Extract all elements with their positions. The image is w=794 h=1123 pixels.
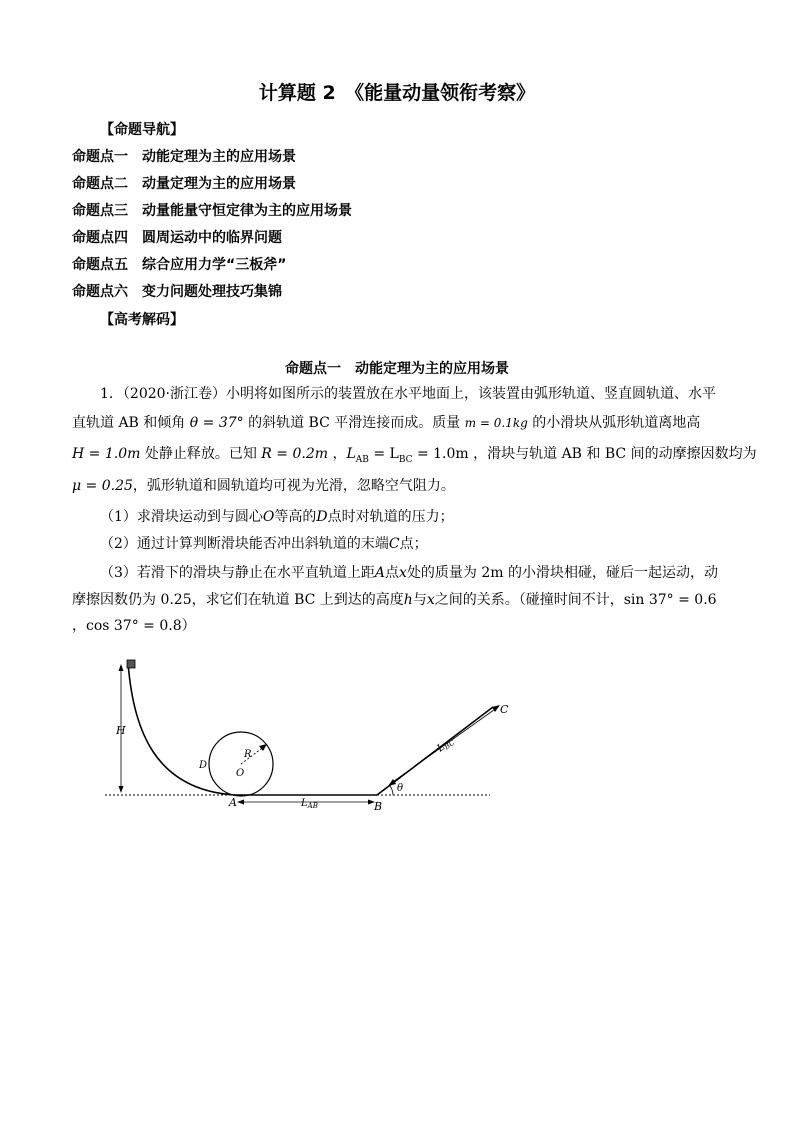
nav-item	[72, 227, 282, 247]
label-b: B	[374, 800, 383, 813]
arrow-left-icon	[237, 800, 244, 805]
var-a: A	[374, 565, 386, 581]
length-value: ，$L_{AB} = L_{BC} = 1.0m$	[332, 446, 469, 465]
question-text: （1）求滑块运动到与圆心	[100, 509, 263, 525]
question-text: 与	[412, 592, 427, 608]
nav-item	[72, 200, 352, 220]
nav-item-text: 圆周运动中的临界问题	[142, 230, 282, 246]
question-text: 点时对轨道的压力；	[327, 509, 454, 525]
height-value: H = 1.0m	[72, 446, 141, 462]
question-text: ，	[72, 618, 86, 634]
label-a: A	[229, 796, 237, 809]
label-d: D	[199, 760, 208, 771]
length-subscript: AB	[355, 454, 369, 465]
length-number: = 1.0m	[412, 446, 469, 462]
question-text: ）	[181, 618, 196, 634]
nav-item	[72, 173, 296, 193]
question-text: 处的质量为 2m 的小滑块相碰，碰后一起运动，动	[406, 565, 719, 581]
mu-value: μ = 0.25	[72, 478, 133, 494]
problem-line	[100, 384, 716, 404]
nav-item-text: 动能定理为主的应用场景	[142, 149, 296, 165]
question-text: （3）若滑下的滑块与静止在水平直轨道上距	[100, 565, 375, 581]
label-c: C	[500, 703, 509, 716]
theta-arc	[390, 786, 393, 795]
nav-item-text: 变力问题处理技巧集锦	[142, 284, 282, 300]
problem-text: 的小滑块从弧形轨道离地高	[532, 415, 701, 431]
label-l: L	[301, 798, 308, 809]
problem-line	[72, 590, 717, 610]
cos-value: cos 37° = 0.8	[86, 618, 182, 634]
problem-line	[72, 476, 455, 496]
sin-value: sin 37° = 0.6	[623, 592, 717, 608]
question-3	[100, 563, 718, 583]
page-title: 计算题 2 《能量动量领衔考察》	[258, 82, 536, 104]
arrow-icon	[492, 705, 500, 712]
question-text: 之间的关系。（碰撞时间不计，	[434, 592, 624, 608]
problem-text: ，弧形轨道和圆轨道均可视为光滑，忽略空气阻力。	[132, 478, 455, 494]
section-title: 命题点一 动能定理为主的应用场景	[285, 361, 509, 377]
nav-item-number: 命题点六	[72, 284, 128, 300]
problem-text: 直轨道 AB 和倾角	[72, 415, 186, 431]
nav-item	[72, 254, 286, 274]
nav-heading: 【命题导航】	[100, 122, 184, 138]
problem-text: 处静止释放。已知	[144, 446, 257, 462]
var-h: h	[403, 592, 413, 608]
question-text: 点；	[399, 536, 428, 552]
problem-text: ，滑块与轨道 AB 和 BC 间的动摩擦因数均为	[473, 446, 757, 462]
theta-value: θ = 37°	[189, 415, 244, 431]
length-symbol: L	[346, 446, 356, 462]
nav-item-number: 命题点四	[72, 230, 128, 246]
var-o: O	[262, 509, 275, 525]
nav-item	[72, 146, 296, 166]
label-sub: BC	[443, 738, 457, 752]
nav-item-number: 命题点二	[72, 176, 128, 192]
label-o: O	[236, 768, 245, 779]
arrow-down-icon	[119, 786, 124, 793]
problem-line	[72, 444, 757, 470]
slider-block	[127, 660, 135, 668]
question-text: 摩擦因数仍为 0.25，求它们在轨道 BC 上到达的高度	[72, 592, 404, 608]
question-2	[100, 534, 428, 554]
decode-heading: 【高考解码】	[100, 312, 184, 328]
arrow-up-icon	[119, 664, 124, 671]
arrow-icon	[388, 779, 396, 786]
question-1	[100, 507, 454, 527]
nav-item-text: 动量能量守恒定律为主的应用场景	[142, 203, 352, 219]
var-x: x	[399, 565, 407, 581]
track-diagram	[0, 640, 794, 825]
label-sub: AB	[307, 802, 318, 810]
label-h: H	[116, 724, 126, 737]
arrow-icon	[259, 744, 267, 751]
nav-item-number: 命题点五	[72, 257, 128, 273]
curved-track	[128, 662, 235, 795]
var-x: x	[426, 592, 435, 608]
question-text: 等高的	[274, 509, 317, 525]
length-equals: = L	[368, 446, 399, 462]
radius-value: R = 0.2m	[261, 446, 329, 462]
question-text: 点	[385, 565, 400, 581]
problem-line	[72, 616, 196, 636]
mass-value: m = 0.1kg	[464, 416, 528, 430]
problem-text: 的斜轨道 BC 平滑连接而成。质量	[248, 415, 461, 431]
var-d: D	[316, 509, 328, 525]
length-subscript: BC	[398, 454, 413, 465]
label-lab	[300, 798, 318, 810]
nav-item-number: 命题点三	[72, 203, 128, 219]
problem-text: 1．（2020·浙江卷）小明将如图所示的装置放在水平地面上，该装置由弧形轨道、竖直圆轨道、水平	[100, 386, 716, 402]
label-r: R	[244, 749, 252, 760]
var-c: C	[388, 536, 400, 552]
problem-line	[72, 413, 700, 433]
question-text: （2）通过计算判断滑块能否冲出斜轨道的末端	[100, 536, 389, 552]
nav-item-text: 动量定理为主的应用场景	[142, 176, 296, 192]
nav-item-number: 命题点一	[72, 149, 128, 165]
label-theta: θ	[397, 783, 404, 794]
nav-item	[72, 281, 282, 301]
label-lbc	[434, 735, 456, 756]
label-l: L	[435, 741, 448, 755]
nav-item-text: 综合应用力学“三板斧”	[142, 257, 287, 273]
